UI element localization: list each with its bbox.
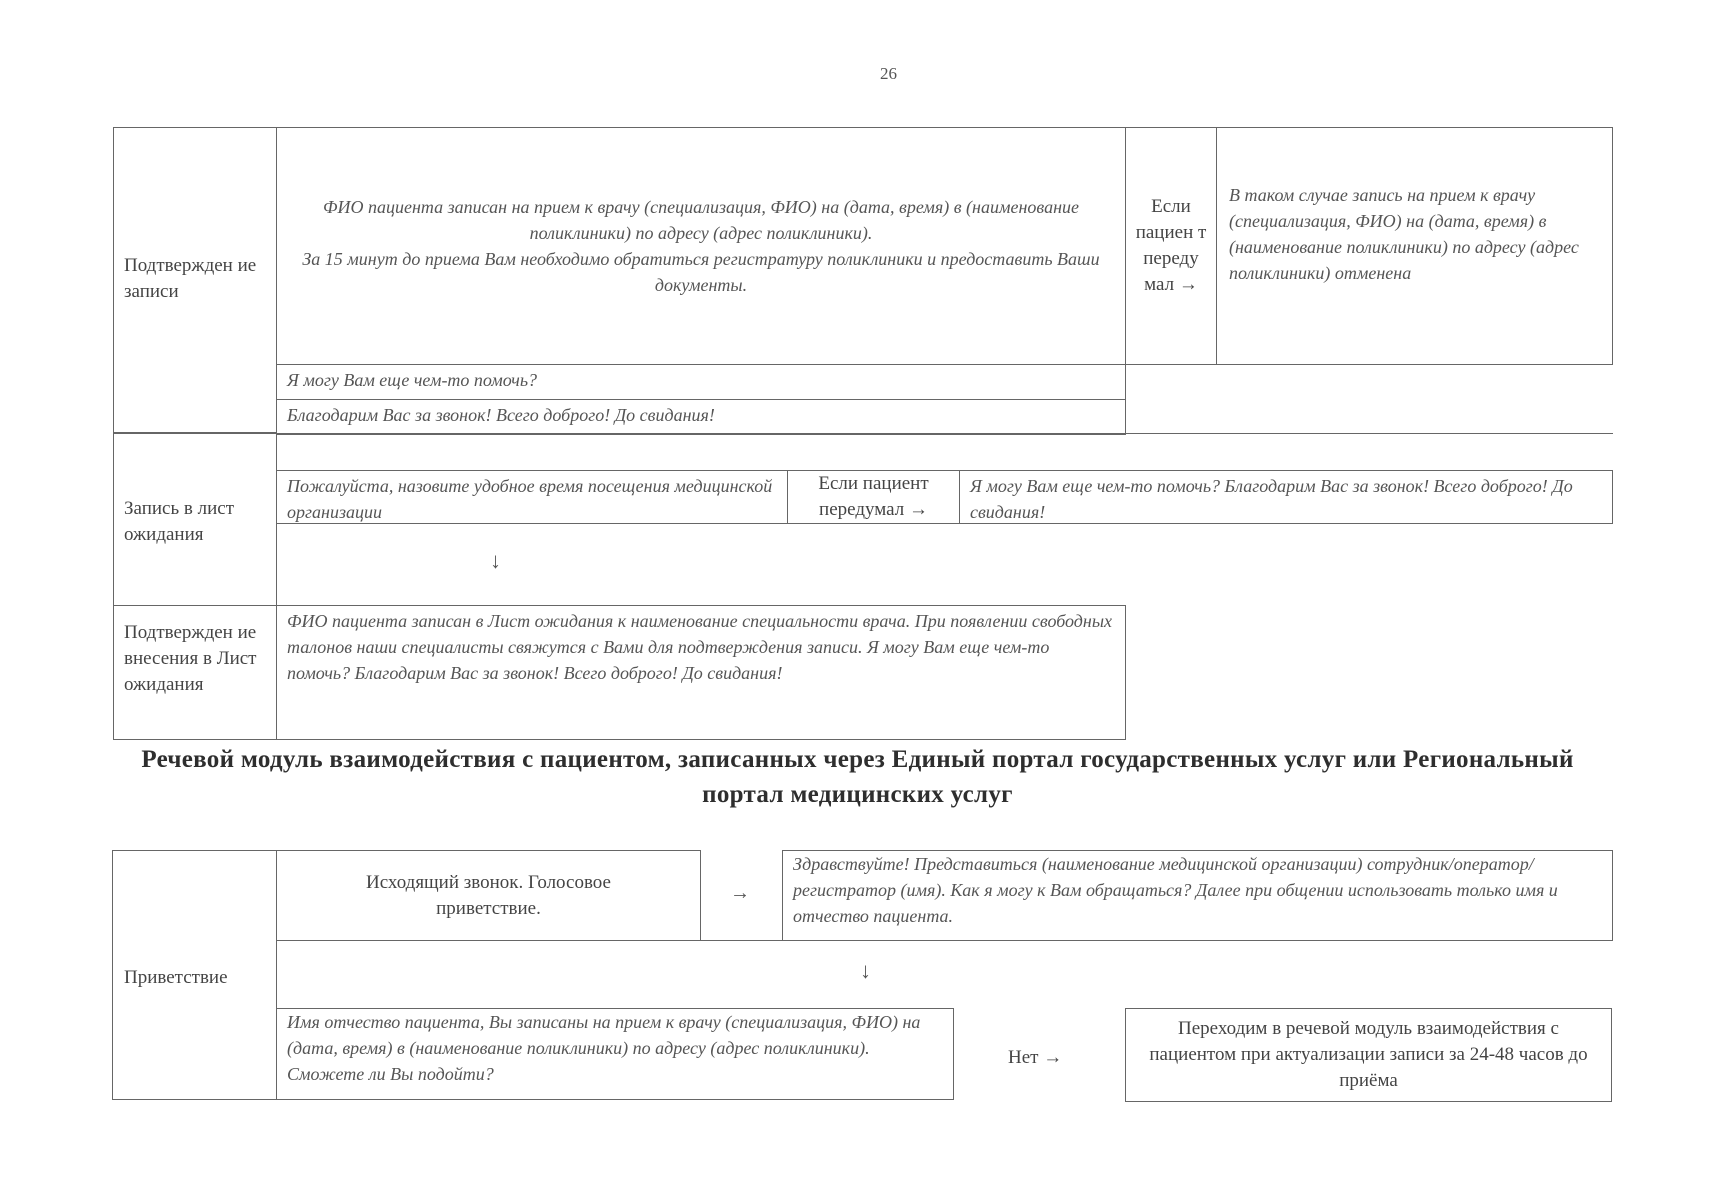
no-label: Нет → <box>1008 1047 1063 1068</box>
help-cell <box>276 364 1126 400</box>
row-confirm-waitlist-label: Подтвержден ие внесения в Лист ожидания <box>124 622 257 695</box>
if-changed-cell <box>1125 127 1217 365</box>
question-cell <box>276 1008 954 1100</box>
redirect-text: Переходим в речевой модуль взаимодействия с пациентом при актуализации записи за 24-48 часов до приёма <box>1149 1018 1588 1091</box>
confirm-main-text-2: За 15 минут до приема Вам необходимо обратиться регистратуру поликлиники и предоставить Ваши документы. <box>302 249 1100 295</box>
down-arrow-icon-2: ↓ <box>860 958 871 983</box>
section-heading: Речевой модуль взаимодействия с пациентом, записанных через Единый портал государственных услуг или Региональный портал медицинских услуг <box>141 746 1574 808</box>
ask-time-text: Пожалуйста, назовите удобное время посещения медицинской организации <box>287 476 773 522</box>
waitlist-mid-rule <box>276 523 1613 524</box>
outgoing-call-cell <box>276 850 701 941</box>
right-arrow-icon: → <box>730 882 750 904</box>
waitlist-help-text: Я могу Вам еще чем-то помочь? Благодарим Вас за звонок! Всего доброго! До свидания! <box>970 476 1573 522</box>
thanks-text: Благодарим Вас за звонок! Всего доброго! До свидания! <box>287 405 715 425</box>
help-text: Я могу Вам еще чем-то помочь? <box>287 370 538 390</box>
outgoing-call-text: Исходящий звонок. Голосовое приветствие. <box>366 871 611 919</box>
cancel-text: В таком случае запись на прием к врачу (специализация, ФИО) на (дата, время) в (наименование поликлиники) по адресу (адрес поликлиники) отменена <box>1229 185 1579 283</box>
waitlist-top-rule <box>276 433 1613 434</box>
cancel-cell <box>1216 127 1613 365</box>
greeting-text-cell <box>782 850 1613 941</box>
if-changed-text: Если пациен т переду мал → <box>1135 196 1207 295</box>
waitlist-if-changed-text: Если пациент передумал → <box>818 473 929 520</box>
greeting-text: Здравствуйте! Представиться (наименование медицинской организации) сотрудник/оператор/регистратор (имя). Как я могу к Вам обращаться? Далее при общении использовать только имя и отчество пациента. <box>793 854 1558 926</box>
greeting-label: Приветствие <box>124 967 228 988</box>
thanks-cell <box>276 399 1126 435</box>
greeting-mid-rule <box>276 940 1613 941</box>
question-text: Имя отчество пациента, Вы записаны на прием к врачу (специализация, ФИО) на (дата, время) в (наименование поликлиники) по адресу (адрес поликлиники). Сможете ли Вы подойти? <box>287 1012 921 1084</box>
waitlist-if-changed-cell <box>787 470 960 524</box>
confirm-main-cell <box>276 127 1126 365</box>
redirect-cell <box>1125 1008 1612 1102</box>
down-arrow-icon: ↓ <box>490 548 501 573</box>
ask-time-cell <box>276 470 788 524</box>
confirm-waitlist-cell <box>276 605 1126 740</box>
page-number: 26 <box>880 64 897 83</box>
waitlist-help-cell <box>959 470 1613 524</box>
confirm-waitlist-text: ФИО пациента записан в Лист ожидания к наименование специальности врача. При появлении свободных талонов наши специалисты свяжутся с Вами для подтверждения записи. Я могу Вам еще чем-то помочь? Благодарим Вас за звонок! Всего доброго! До свидания! <box>287 611 1113 683</box>
confirm-main-text-1: ФИО пациента записан на прием к врачу (специализация, ФИО) на (дата, время) в (наименование поликлиники) по адресу (адрес поликлиники). <box>323 197 1079 243</box>
row-waitlist-label: Запись в лист ожидания <box>124 498 234 545</box>
row-confirm-label: Подтвержден ие записи <box>124 255 257 302</box>
